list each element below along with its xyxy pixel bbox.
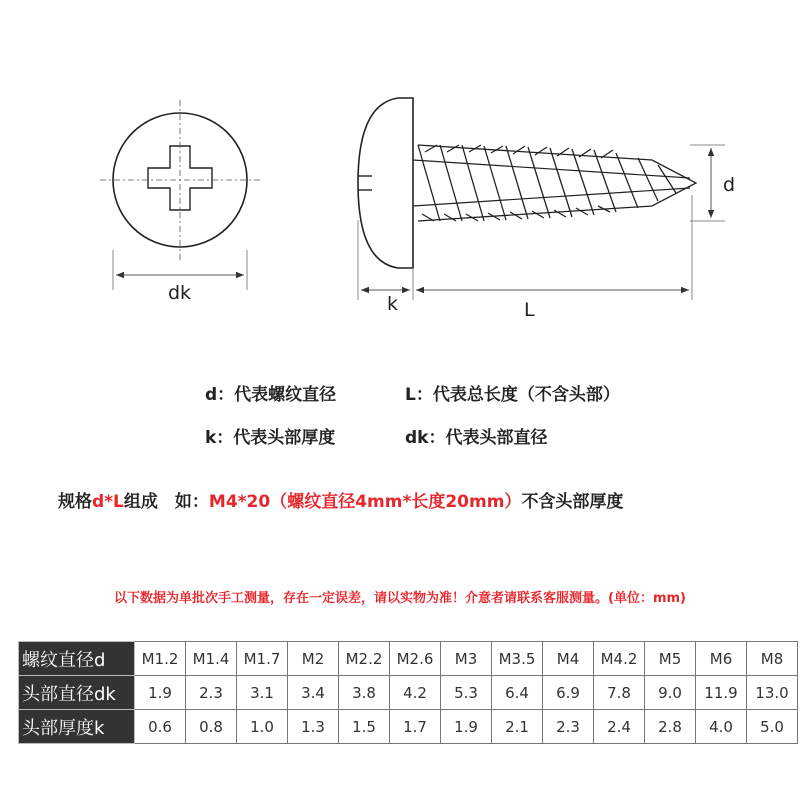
table-cell: 4.2 [390, 676, 441, 710]
table-cell: 6.9 [543, 676, 594, 710]
table-cell: 3.8 [339, 676, 390, 710]
head-top-view [100, 100, 260, 290]
table-cell: 0.6 [135, 710, 186, 744]
table-cell: 13.0 [747, 676, 798, 710]
table-cell: 1.7 [390, 710, 441, 744]
table-cell: 5.3 [441, 676, 492, 710]
row-header: 头部直径dk [19, 676, 135, 710]
d-label: d [723, 174, 736, 196]
table-cell: M1.7 [237, 642, 288, 676]
table-cell: 2.4 [594, 710, 645, 744]
table-cell: M1.4 [186, 642, 237, 676]
table-cell: 5.0 [747, 710, 798, 744]
spec-mid: 组成 如： [123, 492, 209, 512]
legend-k: k：代表头部厚度 [205, 428, 336, 448]
table-cell: 0.8 [186, 710, 237, 744]
table-cell: 2.3 [543, 710, 594, 744]
legend-L: L：代表总长度（不含头部） [405, 385, 620, 405]
spec-suffix: 不含头部厚度 [521, 492, 624, 512]
table-cell: 1.5 [339, 710, 390, 744]
table-row [19, 676, 798, 710]
k-label: k [387, 293, 399, 315]
table-cell: 9.0 [645, 676, 696, 710]
screw-side-view [358, 98, 725, 300]
table-cell: 11.9 [696, 676, 747, 710]
legend-d: d：代表螺纹直径 [205, 385, 337, 405]
table-cell: M2.6 [390, 642, 441, 676]
row-header: 头部厚度k [19, 710, 135, 744]
table-cell: 4.0 [696, 710, 747, 744]
measurement-note: 以下数据为单批次手工测量，存在一定误差，请以实物为准！介意者请联系客服测量。(单位：mm) [114, 591, 686, 606]
table-cell: 1.3 [288, 710, 339, 744]
table-cell: 1.9 [441, 710, 492, 744]
table-cell: 1.0 [237, 710, 288, 744]
table-cell: M1.2 [135, 642, 186, 676]
table-cell: M4 [543, 642, 594, 676]
table-cell: M4.2 [594, 642, 645, 676]
table-cell: 2.1 [492, 710, 543, 744]
screw-drawing [0, 0, 800, 340]
table-cell: 2.3 [186, 676, 237, 710]
table-cell: 2.8 [645, 710, 696, 744]
table-cell: 6.4 [492, 676, 543, 710]
spec-prefix: 规格 [58, 492, 92, 512]
row-header: 螺纹直径d [19, 642, 135, 676]
table-cell: 1.9 [135, 676, 186, 710]
table-row [19, 710, 798, 744]
table-cell: M6 [696, 642, 747, 676]
legend-dk: dk：代表头部直径 [405, 428, 548, 448]
spec-formula: d*L [92, 492, 124, 512]
spec-table [18, 641, 798, 744]
table-cell: 3.1 [237, 676, 288, 710]
table-cell: 3.4 [288, 676, 339, 710]
spec-line [58, 487, 623, 512]
table-cell: 7.8 [594, 676, 645, 710]
table-row [19, 642, 798, 676]
table-cell: M2 [288, 642, 339, 676]
spec-example: M4*20（螺纹直径4mm*长度20mm） [208, 492, 522, 512]
table-cell: M3 [441, 642, 492, 676]
dk-label: dk [168, 282, 192, 304]
table-cell: M8 [747, 642, 798, 676]
L-label: L [524, 299, 535, 321]
table-cell: M2.2 [339, 642, 390, 676]
table-cell: M3.5 [492, 642, 543, 676]
table-cell: M5 [645, 642, 696, 676]
